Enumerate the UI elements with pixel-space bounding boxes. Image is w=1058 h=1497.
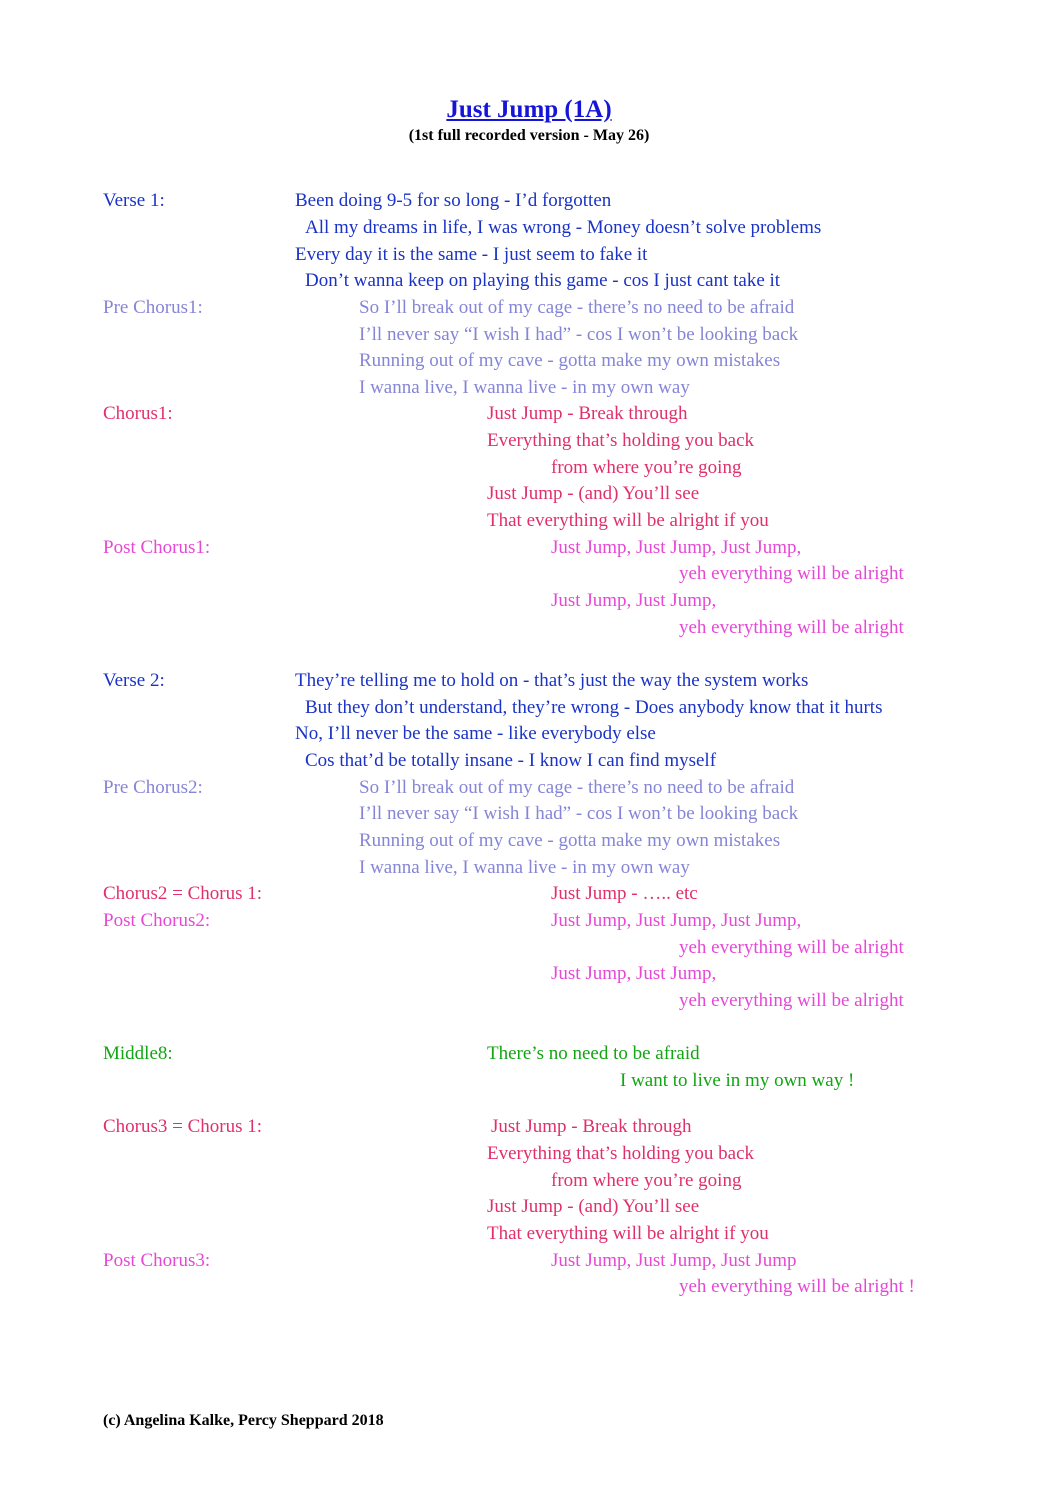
post-chorus1-line-3 [0,587,1058,614]
chorus1-line-2 [0,427,1058,454]
chorus2-line-1 [0,880,1058,907]
lyric-line: That everything will be alright if you [487,1223,769,1244]
lyric-line: I wanna live, I wanna live - in my own way [359,377,690,398]
song-subtitle: (1st full recorded version - May 26) [408,127,650,144]
lyric-line: Just Jump - ….. etc [551,883,698,904]
post-chorus2-line-3 [0,960,1058,987]
verse1-line-4 [0,267,1058,294]
lyric-line: yeh everything will be alright ! [679,1276,915,1297]
middle8-line-2 [0,1067,1058,1094]
lyric-line: Been doing 9-5 for so long - I’d forgotten [295,190,612,211]
verse2-label: Verse 2: [103,670,165,691]
verse1-line-3 [0,241,1058,268]
lyric-line: They’re telling me to hold on - that’s just the way the system works [295,670,809,691]
pre-chorus2-line-2 [0,800,1058,827]
lyric-line: There’s no need to be afraid [487,1043,700,1064]
lyric-line: from where you’re going [551,1170,742,1191]
lyric-line: All my dreams in life, I was wrong - Money doesn’t solve problems [305,217,822,238]
lyric-line: I’ll never say “I wish I had” - cos I won’t be looking back [359,803,799,824]
chorus1-label: Chorus1: [103,403,173,424]
post-chorus1-line-1 [0,534,1058,561]
lyric-line: yeh everything will be alright [679,937,904,958]
lyric-line: Don’t wanna keep on playing this game - cos I just cant take it [305,270,781,291]
lyric-line: yeh everything will be alright [679,990,904,1011]
lyric-line: Just Jump, Just Jump, [551,963,717,984]
lyric-line: yeh everything will be alright [679,563,904,584]
post-chorus2-line-2 [0,934,1058,961]
lyric-line: No, I’ll never be the same - like everybody else [295,723,656,744]
chorus1-line-1 [0,400,1058,427]
chorus1-line-3 [0,454,1058,481]
verse2-line-4 [0,747,1058,774]
lyric-line: Cos that’d be totally insane - I know I can find myself [305,750,717,771]
pre-chorus1-line-1 [0,294,1058,321]
lyric-line: So I’ll break out of my cage - there’s no need to be afraid [359,297,795,318]
lyric-line: Running out of my cave - gotta make my own mistakes [359,830,781,851]
chorus3-line-3 [0,1167,1058,1194]
verse2-line-1 [0,667,1058,694]
lyric-line: I’ll never say “I wish I had” - cos I won’t be looking back [359,324,799,345]
verse2-line-3 [0,720,1058,747]
lyric-line: from where you’re going [551,457,742,478]
chorus3-line-1 [0,1113,1058,1140]
chorus3-line-4 [0,1193,1058,1220]
pre-chorus2-line-3 [0,827,1058,854]
post-chorus2-line-1 [0,907,1058,934]
verse1-label: Verse 1: [103,190,165,211]
chorus1-line-4 [0,480,1058,507]
lyric-line: But they don’t understand, they’re wrong - Does anybody know that it hurts [305,697,883,718]
middle8-line-1 [0,1040,1058,1067]
verse2-line-2 [0,694,1058,721]
song-title: Just Jump (1A) [446,96,612,123]
lyric-line: I want to live in my own way ! [620,1070,855,1091]
verse1-line-2 [0,214,1058,241]
lyric-line: Just Jump - Break through [491,1116,692,1137]
pre-chorus1-line-2 [0,321,1058,348]
chorus2-label: Chorus2 = Chorus 1: [103,883,263,904]
lyric-line: I wanna live, I wanna live - in my own way [359,857,690,878]
chorus3-line-5 [0,1220,1058,1247]
lyric-line: That everything will be alright if you [487,510,769,531]
lyric-line: Just Jump, Just Jump, Just Jump, [551,910,802,931]
lyric-line: yeh everything will be alright [679,617,904,638]
chorus1-line-5 [0,507,1058,534]
post-chorus1-line-2 [0,560,1058,587]
post-chorus1-label: Post Chorus1: [103,537,211,558]
lyric-line: Just Jump - (and) You’ll see [487,483,700,504]
lyric-line: Just Jump, Just Jump, [551,590,717,611]
post-chorus2-label: Post Chorus2: [103,910,211,931]
pre-chorus1-line-3 [0,347,1058,374]
chorus3-label: Chorus3 = Chorus 1: [103,1116,263,1137]
pre-chorus1-line-4 [0,374,1058,401]
chorus3-line-2 [0,1140,1058,1167]
lyric-line: Just Jump - (and) You’ll see [487,1196,700,1217]
pre-chorus2-line-1 [0,774,1058,801]
lyric-line: Just Jump, Just Jump, Just Jump [551,1250,797,1271]
pre-chorus2-line-4 [0,854,1058,881]
post-chorus3-line-1 [0,1247,1058,1274]
verse1-line-1 [0,187,1058,214]
lyric-line: So I’ll break out of my cage - there’s no need to be afraid [359,777,795,798]
post-chorus2-line-4 [0,987,1058,1014]
copyright-footer: (c) Angelina Kalke, Percy Sheppard 2018 [103,1412,384,1429]
post-chorus3-label: Post Chorus3: [103,1250,211,1271]
lyric-line: Just Jump - Break through [487,403,688,424]
lyric-line: Everything that’s holding you back [487,1143,755,1164]
post-chorus1-line-4 [0,614,1058,641]
pre-chorus2-label: Pre Chorus2: [103,777,203,798]
lyric-line: Running out of my cave - gotta make my own mistakes [359,350,781,371]
middle8-label: Middle8: [103,1043,173,1064]
lyric-line: Just Jump, Just Jump, Just Jump, [551,537,802,558]
pre-chorus1-label: Pre Chorus1: [103,297,203,318]
post-chorus3-line-2 [0,1273,1058,1300]
lyric-line: Every day it is the same - I just seem to fake it [295,244,648,265]
lyric-line: Everything that’s holding you back [487,430,755,451]
